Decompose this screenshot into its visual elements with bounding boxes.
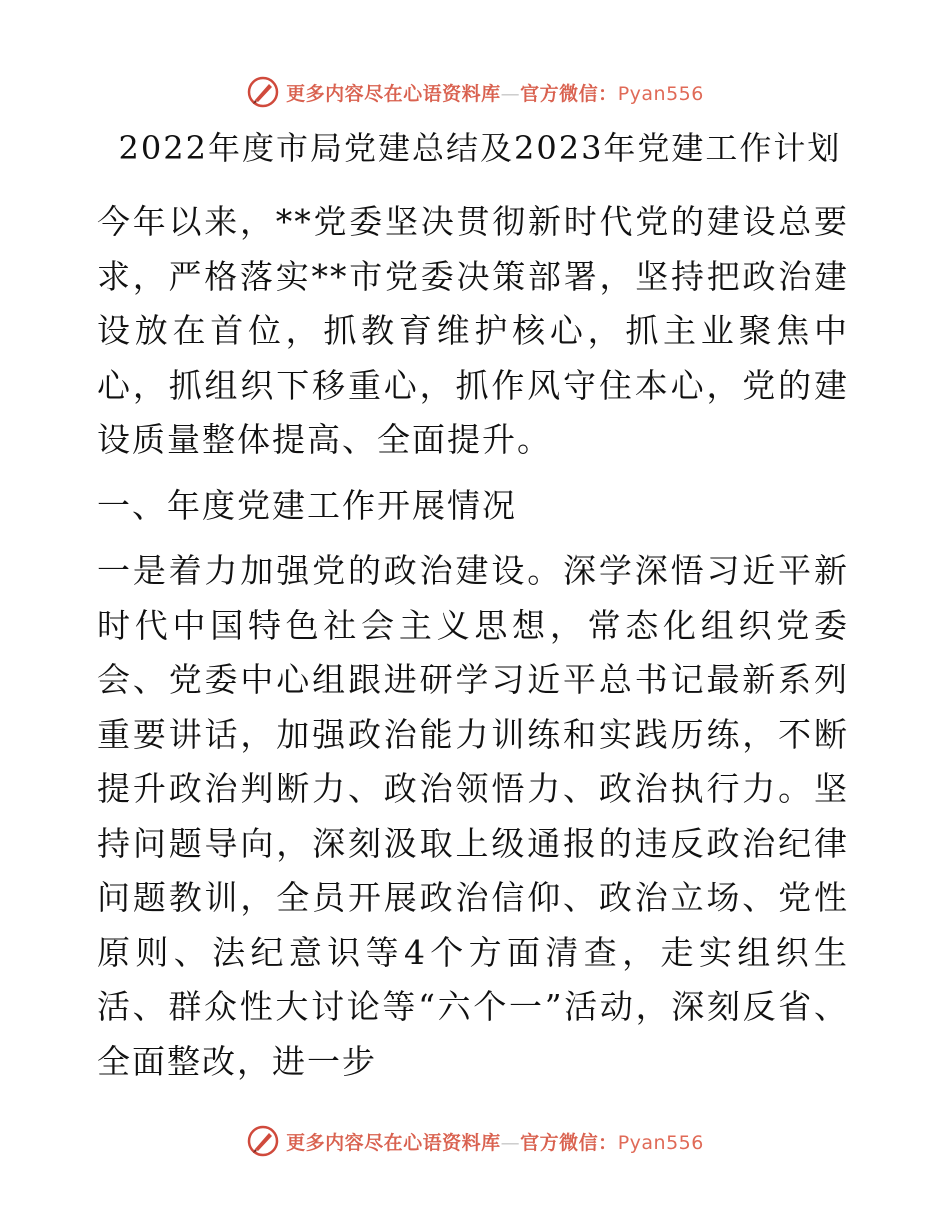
watermark-text: 更多内容尽在心语资料库 — [286, 82, 501, 105]
watermark-dash: — — [500, 1131, 521, 1154]
watermark-header — [0, 72, 950, 112]
watermark-id: Pyan556 — [617, 82, 704, 105]
watermark-label: 官方微信： — [520, 82, 618, 105]
document-body — [97, 195, 849, 1100]
watermark-footer — [0, 1121, 950, 1161]
watermark-dash: — — [500, 82, 521, 105]
pen-logo-icon — [246, 75, 280, 109]
document-title: 2022年度市局党建总结及2023年党建工作计划 — [118, 129, 842, 167]
pen-logo-icon — [246, 1124, 280, 1158]
watermark-text: 更多内容尽在心语资料库 — [286, 1131, 501, 1154]
body-paragraph: 一是着力加强党的政治建设。深学深悟习近平新时代中国特色社会主义思想，常态化组织党委会、党委中心组跟进研学习近平总书记最新系列重要讲话，加强政治能力训练和实践历练，不断提升政治判断力、政治领悟力、政治执行力。坚持问题导向，深刻汲取上级通报的违反政治纪律问题教训，全员开展政治信仰、政治立场、党性原则、法纪意识等4个方面清查，走实组织生活、群众性大讨论等“六个一”活动，深刻反省、全面整改，进一步 — [97, 551, 849, 1081]
intro-paragraph: 今年以来，**党委坚决贯彻新时代党的建设总要求，严格落实**市党委决策部署，坚持把政治建设放在首位，抓教育维护核心，抓主业聚焦中心，抓组织下移重心，抓作风守住本心，党的建设质量整体提高、全面提升。 — [97, 202, 849, 459]
section-heading: 一、年度党建工作开展情况 — [97, 485, 517, 525]
watermark-id: Pyan556 — [617, 1131, 704, 1154]
watermark-label: 官方微信： — [520, 1131, 618, 1154]
